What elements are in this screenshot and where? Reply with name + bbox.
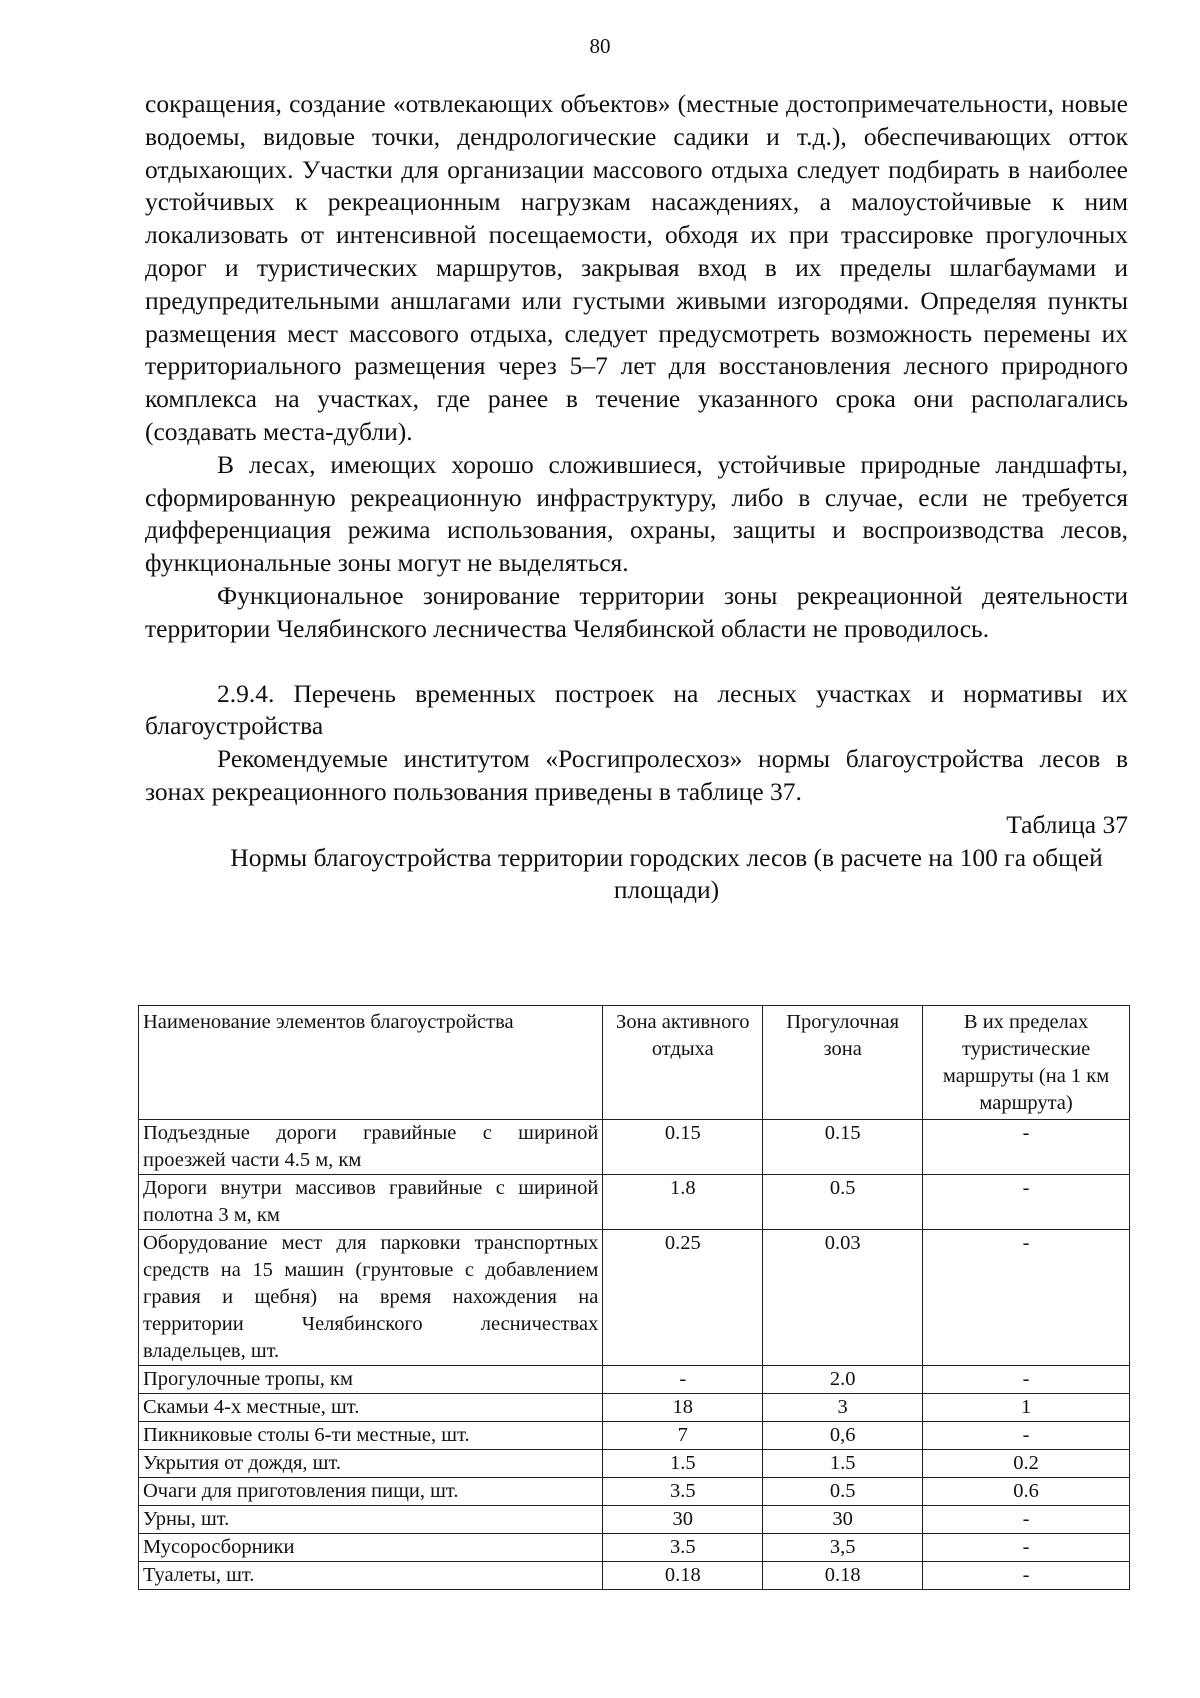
table-title: Нормы благоустройства территории городских лесов (в расчете на 100 га общей площади) bbox=[230, 842, 1103, 905]
row-walking-value: 0.03 bbox=[763, 1230, 923, 1366]
paragraph-continuation: сокращения, создание «отвлекающих объектов» (местные достопримечательности, новые водоемы, видовые точки, дендрологические садики и т.д.), обеспечивающих отток отдыхающих. Участки для организации массового отдыха следует подбирать в наиболее устойчивых к рекреационным нагрузкам насаждениях, а малоустойчивые к ним локализовать от интенсивной посещаемости, обходя их при трассировке прогулочных дорог и туристических маршрутов, закрывая вход в их пределы шлагбаумами и предупредительными аншлагами или густыми живыми изгородями. Определяя пункты размещения мест массового отдыха, следует предусмотреть возможность перемены их территориального размещения через 5–7 лет для восстановления лесного природного комплекса на участках, где ранее в течение указанного срока они располагались (создавать места-дубли). bbox=[145, 89, 1128, 446]
row-name: Скамьи 4-х местные, шт. bbox=[139, 1394, 603, 1422]
table-row bbox=[139, 1562, 1130, 1590]
row-route-value: - bbox=[923, 1422, 1130, 1450]
row-walking-value: 1.5 bbox=[763, 1450, 923, 1478]
section-heading: 2.9.4. Перечень временных построек на лесных участках и нормативы их благоустройства bbox=[145, 678, 1128, 741]
row-walking-value: 0.5 bbox=[763, 1478, 923, 1506]
table-row bbox=[139, 1230, 1130, 1366]
row-name: Урны, шт. bbox=[139, 1506, 603, 1534]
row-active-value: 1.8 bbox=[603, 1175, 763, 1230]
table-row bbox=[139, 1478, 1130, 1506]
header-element-name: Наименование элементов благоустройства bbox=[139, 1006, 603, 1120]
table-row bbox=[139, 1120, 1130, 1175]
row-walking-value: 0.5 bbox=[763, 1175, 923, 1230]
row-name: Туалеты, шт. bbox=[139, 1562, 603, 1590]
row-name: Прогулочные тропы, км bbox=[139, 1366, 603, 1394]
header-tourist-routes: В их пределах туристические маршруты (на 1 км маршрута) bbox=[923, 1006, 1130, 1120]
row-active-value: 18 bbox=[603, 1394, 763, 1422]
row-name: Дороги внутри массивов гравийные с шириной полотна 3 м, км bbox=[139, 1175, 603, 1230]
row-active-value: 1.5 bbox=[603, 1450, 763, 1478]
body-text bbox=[145, 88, 1128, 907]
row-name: Оборудование мест для парковки транспортных средств на 15 машин (грунтовые с добавлением гравия и щебня) на время нахождения на территории Челябинского лесничествах владельцев, шт. bbox=[139, 1230, 603, 1366]
header-walking-zone: Прогулочная зона bbox=[763, 1006, 923, 1120]
table-row bbox=[139, 1422, 1130, 1450]
row-route-value: - bbox=[923, 1120, 1130, 1175]
row-active-value: 0.25 bbox=[603, 1230, 763, 1366]
row-route-value: 0.6 bbox=[923, 1478, 1130, 1506]
row-walking-value: 0,6 bbox=[763, 1422, 923, 1450]
row-route-value: - bbox=[923, 1230, 1130, 1366]
row-walking-value: 2.0 bbox=[763, 1366, 923, 1394]
row-name: Мусоросборники bbox=[139, 1534, 603, 1562]
row-route-value: - bbox=[923, 1534, 1130, 1562]
table-row bbox=[139, 1506, 1130, 1534]
row-active-value: - bbox=[603, 1366, 763, 1394]
row-route-value: 0.2 bbox=[923, 1450, 1130, 1478]
row-walking-value: 0.15 bbox=[763, 1120, 923, 1175]
row-walking-value: 0.18 bbox=[763, 1562, 923, 1590]
row-name: Очаги для приготовления пищи, шт. bbox=[139, 1478, 603, 1506]
row-walking-value: 30 bbox=[763, 1506, 923, 1534]
table-row bbox=[139, 1394, 1130, 1422]
row-walking-value: 3,5 bbox=[763, 1534, 923, 1562]
page-number: 80 bbox=[589, 34, 611, 58]
table-row bbox=[139, 1366, 1130, 1394]
row-active-value: 3.5 bbox=[603, 1534, 763, 1562]
table-label: Таблица 37 bbox=[1006, 809, 1128, 839]
paragraph-recommendation: Рекомендуемые институтом «Росгипролесхоз» нормы благоустройства лесов в зонах рекреационного пользования приведены в таблице 37. bbox=[145, 744, 1128, 806]
table-row bbox=[139, 1534, 1130, 1562]
row-active-value: 3.5 bbox=[603, 1478, 763, 1506]
row-active-value: 7 bbox=[603, 1422, 763, 1450]
row-name: Подъездные дороги гравийные с шириной проезжей части 4.5 м, км bbox=[139, 1120, 603, 1175]
row-route-value: - bbox=[923, 1506, 1130, 1534]
row-active-value: 0.15 bbox=[603, 1120, 763, 1175]
table-header-row bbox=[139, 1006, 1130, 1120]
header-active-zone: Зона активного отдыха bbox=[603, 1006, 763, 1120]
row-route-value: 1 bbox=[923, 1394, 1130, 1422]
row-route-value: - bbox=[923, 1366, 1130, 1394]
row-name: Укрытия от дождя, шт. bbox=[139, 1450, 603, 1478]
row-walking-value: 3 bbox=[763, 1394, 923, 1422]
row-route-value: - bbox=[923, 1562, 1130, 1590]
table-row bbox=[139, 1175, 1130, 1230]
row-active-value: 30 bbox=[603, 1506, 763, 1534]
row-route-value: - bbox=[923, 1175, 1130, 1230]
row-name: Пикниковые столы 6-ти местные, шт. bbox=[139, 1422, 603, 1450]
table-row bbox=[139, 1450, 1130, 1478]
norms-table bbox=[138, 1005, 1130, 1590]
paragraph-zoning: Функциональное зонирование территории зоны рекреационной деятельности территории Челябинского лесничества Челябинской области не проводилось. bbox=[145, 580, 1128, 643]
row-active-value: 0.18 bbox=[603, 1562, 763, 1590]
paragraph-landscapes: В лесах, имеющих хорошо сложившиеся, устойчивые природные ландшафты, сформированную рекреационную инфраструктуру, либо в случае, если не требуется дифференциация режима использования, охраны, защиты и воспроизводства лесов, функциональные зоны могут не выделяться. bbox=[145, 449, 1128, 578]
